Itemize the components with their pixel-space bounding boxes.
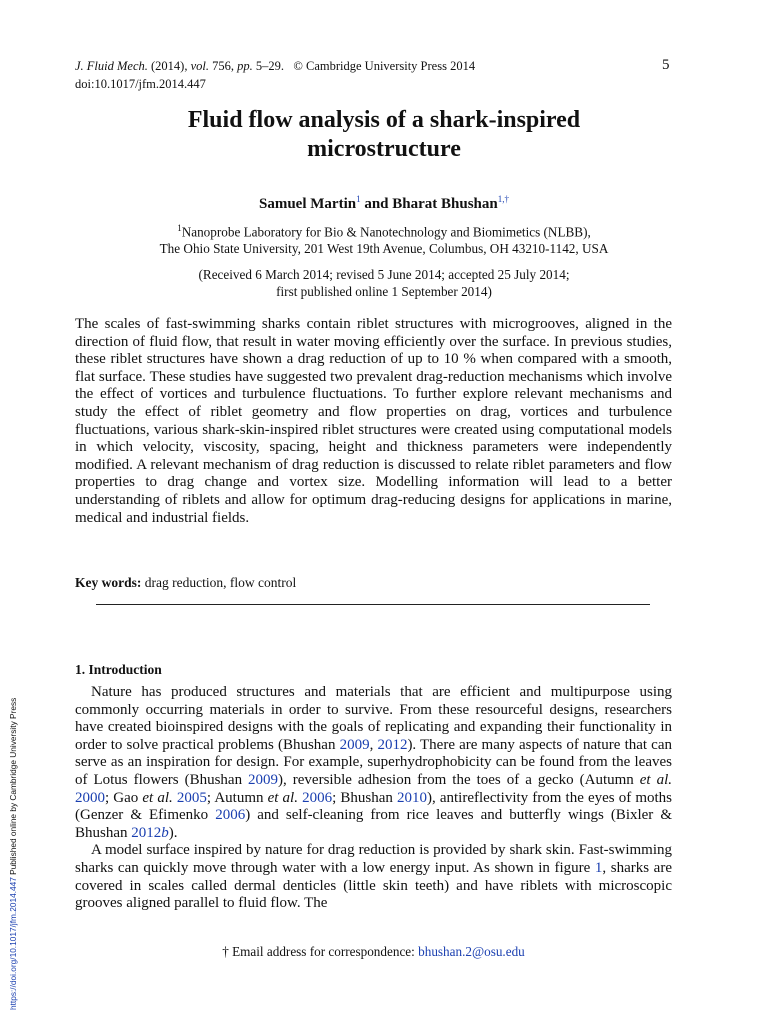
pages-label: pp. [237, 59, 253, 73]
doi: doi:10.1017/jfm.2014.447 [75, 77, 206, 91]
affiliation-line-1: Nanoprobe Laboratory for Bio & Nanotechnology and Biomimetics (NLBB), [181, 224, 591, 240]
introduction-body [75, 684, 672, 913]
citation-link[interactable]: 2012b [131, 824, 169, 841]
history-line-2: first published online 1 September 2014) [276, 284, 492, 299]
publication-history [60, 266, 708, 300]
citation-link[interactable]: 2012 [377, 736, 408, 753]
side-doi-link[interactable]: https://doi.org/10.1017/jfm.2014.447 [8, 877, 18, 1010]
figure-link[interactable]: 1 [594, 859, 603, 876]
page-number: 5 [662, 57, 670, 73]
paper-title [60, 106, 708, 164]
doi-side-strip [8, 698, 18, 1010]
copyright: © Cambridge University Press 2014 [293, 59, 476, 73]
side-publisher-text: Published online by Cambridge University Press [8, 697, 18, 875]
footnote-label: † Email address for correspondence: [222, 944, 415, 959]
keywords [75, 575, 296, 591]
intro-paragraph-1: Nature has produced structures and materials that are efficient and multipurpose using commonly occurring materials in order to survive. From these resourceful designs, researchers have created bioinspired designs with the goals of replicating and expanding their functionality in order to solve practical problems (Bhushan 2009, 2012). There are many aspects of nature that can serve as an inspiration for design. For example, superhydrophobicity can be found from the leaves of Lotus flowers (Bhushan 2009), reversible adhesion from the toes of a gecko (Autumn et al. 2000; Gao et al. 2005; Autumn et al. 2006; Bhushan 2010), antireflectivity from the eyes of moths (Genzer & Efimenko 2006) and self-cleaning from rice leaves and butterfly wings (Bixler & Bhushan 2012b). [75, 684, 673, 841]
citation-link[interactable]: 2000 [75, 789, 105, 806]
citation-link[interactable]: 2006 [215, 807, 246, 824]
journal-year: (2014), [151, 59, 188, 73]
abstract: The scales of fast-swimming sharks contain riblet structures with microgrooves, aligned in the direction of fluid flow, that result in water moving efficiently over the surface. In previous studies, these riblet structures have shown a drag reduction of up to 10 % when compared with a smooth, flat surface. These studies have suggested two prevalent drag-reduction mechanisms which involve the effect of vortices and turbulence fluctuations. To further explore relevant mechanisms and study the effect of riblet geometry and flow properties on drag, vortices and turbulence fluctuations, various shark-skin-inspired riblet structures were created using computational models in which velocity, viscosity, spacing, height and thickness parameters were independently modified. A relevant mechanism of drag reduction is discussed to relate riblet parameters and flow properties to drag change and vortex size. Modelling information will lead to a better understanding of riblets and allow for optimum drag-reducing designs for applications in marine, medical and industrial fields. [75, 316, 672, 526]
volume-number: 756, [212, 59, 234, 73]
footnote [75, 944, 672, 960]
citation-link[interactable]: 2009 [248, 771, 279, 788]
author-1[interactable]: Samuel Martin [259, 196, 357, 212]
running-header [75, 58, 475, 74]
keywords-text: drag reduction, flow control [144, 575, 297, 590]
title-line-2: microstructure [307, 136, 461, 162]
section-heading: 1. Introduction [75, 662, 162, 677]
affiliation-mark: 1 [177, 223, 182, 233]
correspondence-email-link[interactable]: bhushan.2@osu.edu [418, 944, 525, 959]
citation-link[interactable]: 2006 [302, 789, 333, 806]
journal-name: J. Fluid Mech. [75, 59, 148, 73]
citation-link[interactable]: 2009 [339, 736, 370, 753]
affiliation [60, 220, 708, 257]
title-line-1: Fluid flow analysis of a shark-inspired [187, 107, 581, 133]
page-range: 5–29. [255, 59, 284, 73]
author-2[interactable]: Bharat Bhushan [392, 196, 498, 212]
intro-paragraph-2: A model surface inspired by nature for drag reduction is provided by shark skin. Fast-swimming sharks can quickly move through water with a low energy input. As shown in figure 1, sharks are covered in scales called dermal denticles (little skin teeth) and have riblets with microscopic grooves aligned parallel to fluid flow. The [75, 842, 672, 912]
history-line-1: (Received 6 March 2014; revised 5 June 2014; accepted 25 July 2014; [198, 267, 570, 282]
section-divider [96, 604, 650, 605]
keywords-label: Key words: [75, 575, 142, 590]
author-conjunction: and [364, 196, 389, 212]
volume-label: vol. [190, 59, 209, 73]
affiliation-line-2: The Ohio State University, 201 West 19th Avenue, Columbus, OH 43210-1142, USA [159, 241, 609, 257]
citation-link[interactable]: 2005 [176, 789, 207, 806]
citation-link[interactable]: 2010 [397, 789, 427, 806]
author-1-affiliation-mark[interactable]: 1 [356, 194, 361, 204]
author-list [60, 194, 708, 213]
author-2-affiliation-mark[interactable]: 1,† [497, 194, 509, 204]
